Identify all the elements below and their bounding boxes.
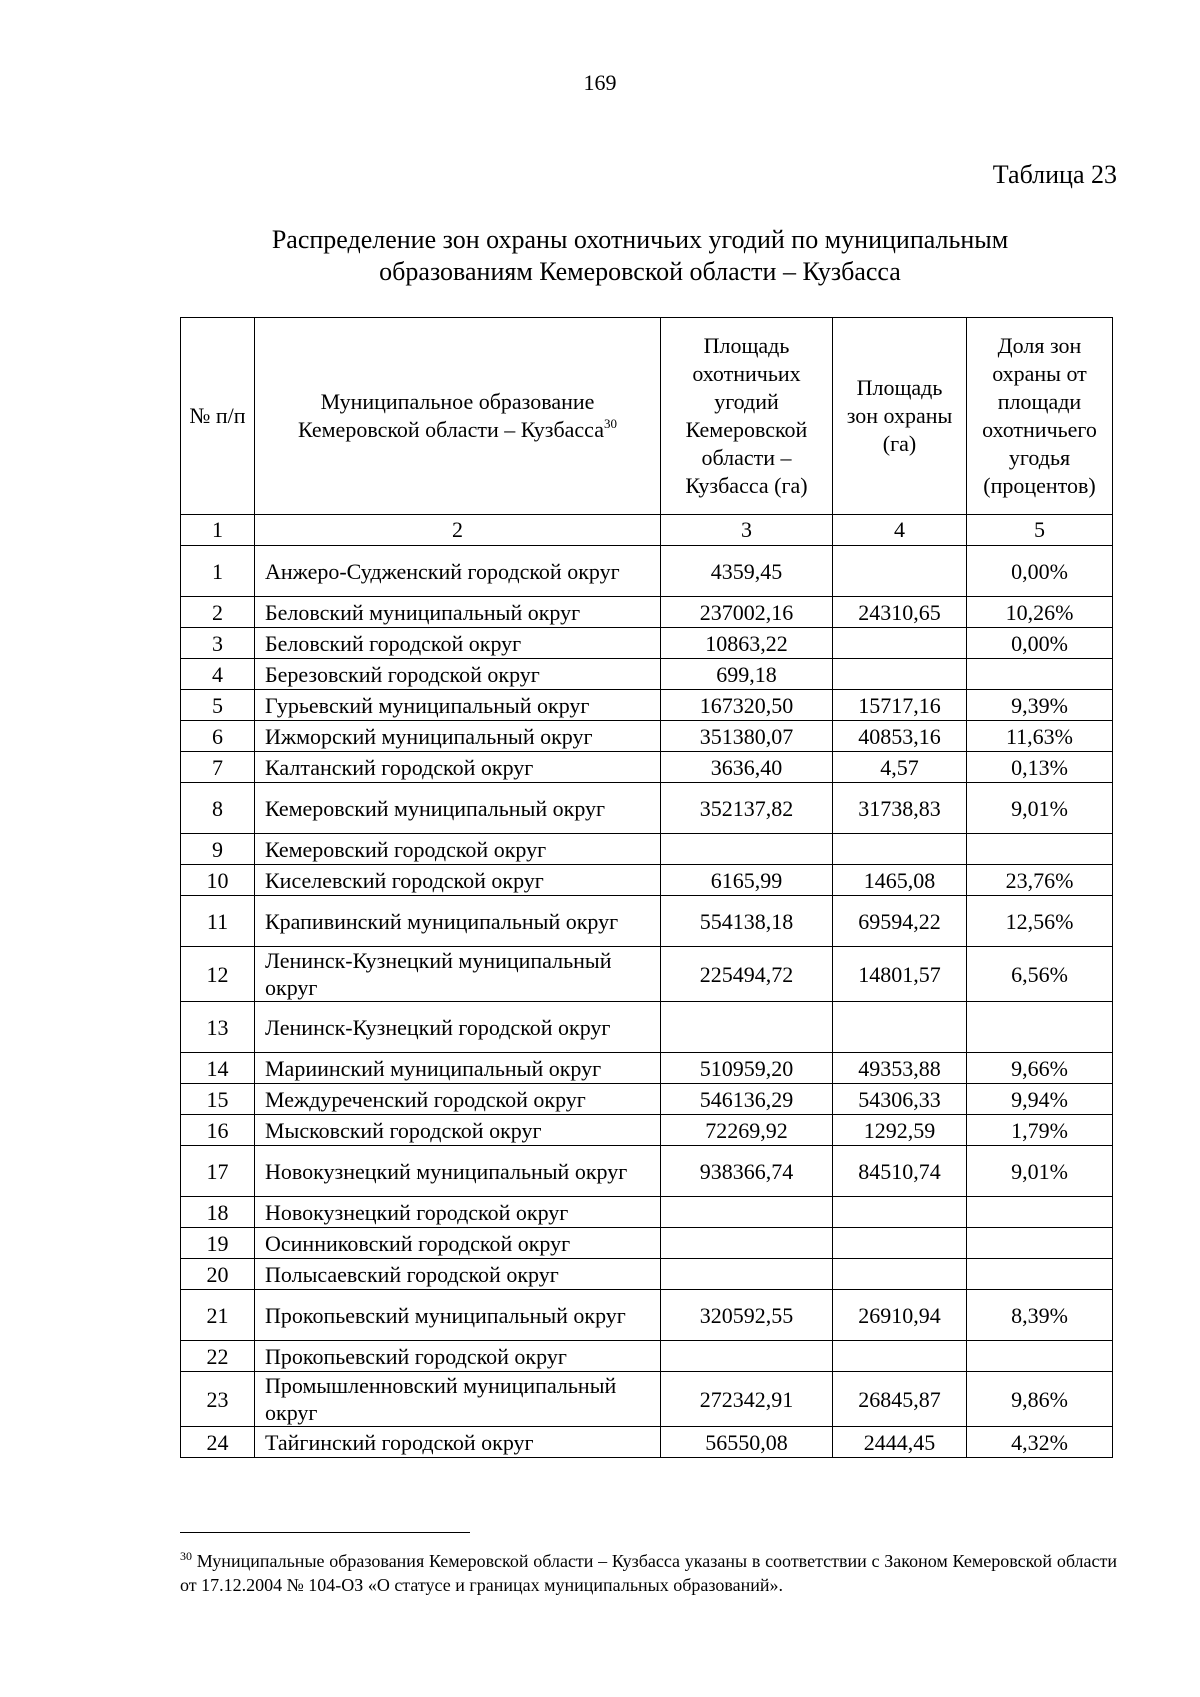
document-title — [160, 224, 1120, 288]
table-row — [181, 597, 1113, 628]
row-hunting-area — [661, 1197, 833, 1228]
table-row — [181, 752, 1113, 783]
row-hunting-area: 272342,91 — [661, 1372, 833, 1427]
table-row — [181, 628, 1113, 659]
header-municipality — [255, 318, 661, 515]
table-row — [181, 690, 1113, 721]
table-row — [181, 1427, 1113, 1458]
row-protection-share: 9,66% — [967, 1053, 1113, 1084]
table-row — [181, 1053, 1113, 1084]
row-municipality: Прокопьевский муниципальный округ — [255, 1290, 661, 1341]
table-row — [181, 659, 1113, 690]
column-number: 2 — [255, 515, 661, 546]
row-protection-share — [967, 1259, 1113, 1290]
row-number: 8 — [181, 783, 255, 834]
row-number: 16 — [181, 1115, 255, 1146]
row-protection-share — [967, 1197, 1113, 1228]
row-number: 10 — [181, 865, 255, 896]
table-row — [181, 783, 1113, 834]
table-row — [181, 1197, 1113, 1228]
row-municipality: Новокузнецкий городской округ — [255, 1197, 661, 1228]
column-number: 3 — [661, 515, 833, 546]
row-protection-share: 11,63% — [967, 721, 1113, 752]
row-protection-share: 23,76% — [967, 865, 1113, 896]
row-municipality: Крапивинский муниципальный округ — [255, 896, 661, 947]
header-protection-share: Доля зон охраны от площади охотничьего угодья (процентов) — [967, 318, 1113, 515]
row-municipality: Анжеро-Судженский городской округ — [255, 546, 661, 597]
row-number: 24 — [181, 1427, 255, 1458]
row-number: 21 — [181, 1290, 255, 1341]
row-number: 15 — [181, 1084, 255, 1115]
row-protection-share: 0,00% — [967, 546, 1113, 597]
table-row — [181, 1341, 1113, 1372]
column-number: 1 — [181, 515, 255, 546]
row-protection-area: 69594,22 — [833, 896, 967, 947]
row-protection-area: 24310,65 — [833, 597, 967, 628]
row-municipality: Кемеровский муниципальный округ — [255, 783, 661, 834]
row-number: 4 — [181, 659, 255, 690]
row-hunting-area: 699,18 — [661, 659, 833, 690]
header-hunting-area: Площадь охотничьих угодий Кемеровской области – Кузбасса (га) — [661, 318, 833, 515]
row-number: 9 — [181, 834, 255, 865]
row-protection-share: 9,39% — [967, 690, 1113, 721]
row-number: 3 — [181, 628, 255, 659]
row-protection-area: 1292,59 — [833, 1115, 967, 1146]
row-protection-share: 10,26% — [967, 597, 1113, 628]
row-protection-area — [833, 834, 967, 865]
row-number: 12 — [181, 947, 255, 1002]
row-protection-area — [833, 1002, 967, 1053]
row-protection-area — [833, 546, 967, 597]
row-municipality: Новокузнецкий муниципальный округ — [255, 1146, 661, 1197]
table-label: Таблица 23 — [992, 160, 1117, 189]
row-protection-share: 9,86% — [967, 1372, 1113, 1427]
row-hunting-area: 6165,99 — [661, 865, 833, 896]
row-hunting-area — [661, 1259, 833, 1290]
footnote-divider — [180, 1532, 470, 1533]
row-hunting-area: 237002,16 — [661, 597, 833, 628]
row-protection-area: 26845,87 — [833, 1372, 967, 1427]
row-protection-share — [967, 1341, 1113, 1372]
row-protection-area — [833, 1228, 967, 1259]
header-row — [181, 318, 1113, 515]
row-hunting-area: 352137,82 — [661, 783, 833, 834]
row-municipality: Ленинск-Кузнецкий городской округ — [255, 1002, 661, 1053]
row-hunting-area: 554138,18 — [661, 896, 833, 947]
row-protection-area: 15717,16 — [833, 690, 967, 721]
row-number: 5 — [181, 690, 255, 721]
row-municipality: Мысковский городской округ — [255, 1115, 661, 1146]
row-municipality: Мариинский муниципальный округ — [255, 1053, 661, 1084]
row-hunting-area — [661, 834, 833, 865]
row-number: 1 — [181, 546, 255, 597]
row-protection-area — [833, 1197, 967, 1228]
distribution-table — [180, 317, 1113, 1458]
table-row — [181, 1259, 1113, 1290]
row-hunting-area — [661, 1002, 833, 1053]
row-number: 7 — [181, 752, 255, 783]
row-hunting-area — [661, 1341, 833, 1372]
row-hunting-area: 56550,08 — [661, 1427, 833, 1458]
row-protection-share: 6,56% — [967, 947, 1113, 1002]
row-hunting-area: 4359,45 — [661, 546, 833, 597]
row-municipality: Ленинск-Кузнецкий муниципальный округ — [255, 947, 661, 1002]
table-row — [181, 834, 1113, 865]
header-number: № п/п — [181, 318, 255, 515]
row-municipality: Березовский городской округ — [255, 659, 661, 690]
row-protection-area: 31738,83 — [833, 783, 967, 834]
header-protection-area: Площадь зон охраны (га) — [833, 318, 967, 515]
row-municipality: Полысаевский городской округ — [255, 1259, 661, 1290]
row-hunting-area: 320592,55 — [661, 1290, 833, 1341]
footnote — [180, 1549, 1117, 1597]
row-protection-share: 9,94% — [967, 1084, 1113, 1115]
footnote-marker: 30 — [180, 1549, 192, 1563]
row-number: 22 — [181, 1341, 255, 1372]
row-number: 17 — [181, 1146, 255, 1197]
row-protection-area — [833, 1341, 967, 1372]
row-protection-area — [833, 659, 967, 690]
row-municipality: Гурьевский муниципальный округ — [255, 690, 661, 721]
column-number: 4 — [833, 515, 967, 546]
row-protection-share: 9,01% — [967, 1146, 1113, 1197]
title-line-2: образованиям Кемеровской области – Кузбасса — [379, 257, 901, 286]
row-protection-share — [967, 1002, 1113, 1053]
row-number: 13 — [181, 1002, 255, 1053]
row-municipality: Междуреченский городской округ — [255, 1084, 661, 1115]
row-hunting-area — [661, 1228, 833, 1259]
table-row — [181, 1115, 1113, 1146]
row-protection-share: 1,79% — [967, 1115, 1113, 1146]
table-row — [181, 1290, 1113, 1341]
row-hunting-area: 938366,74 — [661, 1146, 833, 1197]
row-protection-area: 40853,16 — [833, 721, 967, 752]
table-row — [181, 1372, 1113, 1427]
row-protection-area: 84510,74 — [833, 1146, 967, 1197]
row-hunting-area: 3636,40 — [661, 752, 833, 783]
row-protection-area: 2444,45 — [833, 1427, 967, 1458]
row-number: 19 — [181, 1228, 255, 1259]
row-protection-share — [967, 1228, 1113, 1259]
row-protection-area: 4,57 — [833, 752, 967, 783]
table-row — [181, 1002, 1113, 1053]
row-municipality: Беловский муниципальный округ — [255, 597, 661, 628]
table-row — [181, 896, 1113, 947]
row-hunting-area: 10863,22 — [661, 628, 833, 659]
row-protection-area: 49353,88 — [833, 1053, 967, 1084]
row-municipality: Калтанский городской округ — [255, 752, 661, 783]
row-protection-area — [833, 1259, 967, 1290]
row-protection-area: 1465,08 — [833, 865, 967, 896]
table-body — [181, 546, 1113, 1458]
row-municipality: Ижморский муниципальный округ — [255, 721, 661, 752]
row-number: 20 — [181, 1259, 255, 1290]
row-protection-area — [833, 628, 967, 659]
table-row — [181, 1146, 1113, 1197]
row-protection-share — [967, 659, 1113, 690]
row-number: 6 — [181, 721, 255, 752]
page-number: 169 — [583, 70, 617, 95]
row-protection-share: 8,39% — [967, 1290, 1113, 1341]
row-number: 2 — [181, 597, 255, 628]
row-hunting-area: 351380,07 — [661, 721, 833, 752]
row-hunting-area: 225494,72 — [661, 947, 833, 1002]
footnote-text: Муниципальные образования Кемеровской области – Кузбасса указаны в соответствии с Законом Кемеровской области от 17.12.2004 № 104-ОЗ «О статусе и границах муниципальных образований». — [180, 1551, 1117, 1595]
row-protection-share: 9,01% — [967, 783, 1113, 834]
table-row — [181, 721, 1113, 752]
row-protection-share — [967, 834, 1113, 865]
row-protection-share: 4,32% — [967, 1427, 1113, 1458]
header-municipality-text: Муниципальное образование Кемеровской области – Кузбасса — [298, 389, 604, 442]
row-hunting-area: 167320,50 — [661, 690, 833, 721]
footnote-ref: 30 — [603, 416, 617, 431]
table-row — [181, 947, 1113, 1002]
row-hunting-area: 510959,20 — [661, 1053, 833, 1084]
row-protection-share: 0,00% — [967, 628, 1113, 659]
table-row — [181, 546, 1113, 597]
title-line-1: Распределение зон охраны охотничьих угодий по муниципальным — [271, 225, 1009, 254]
table-row — [181, 865, 1113, 896]
row-municipality: Осинниковский городской округ — [255, 1228, 661, 1259]
row-municipality: Беловский городской округ — [255, 628, 661, 659]
row-number: 14 — [181, 1053, 255, 1084]
row-municipality: Киселевский городской округ — [255, 865, 661, 896]
row-hunting-area: 72269,92 — [661, 1115, 833, 1146]
row-protection-area: 14801,57 — [833, 947, 967, 1002]
table-row — [181, 1084, 1113, 1115]
row-hunting-area: 546136,29 — [661, 1084, 833, 1115]
row-number: 11 — [181, 896, 255, 947]
row-municipality: Промышленновский муниципальный округ — [255, 1372, 661, 1427]
row-municipality: Прокопьевский городской округ — [255, 1341, 661, 1372]
row-protection-share: 0,13% — [967, 752, 1113, 783]
row-municipality: Тайгинский городской округ — [255, 1427, 661, 1458]
row-protection-area: 26910,94 — [833, 1290, 967, 1341]
column-number: 5 — [967, 515, 1113, 546]
row-protection-share: 12,56% — [967, 896, 1113, 947]
row-protection-area: 54306,33 — [833, 1084, 967, 1115]
row-number: 18 — [181, 1197, 255, 1228]
row-municipality: Кемеровский городской округ — [255, 834, 661, 865]
row-number: 23 — [181, 1372, 255, 1427]
table-row — [181, 1228, 1113, 1259]
column-number-row — [181, 515, 1113, 546]
